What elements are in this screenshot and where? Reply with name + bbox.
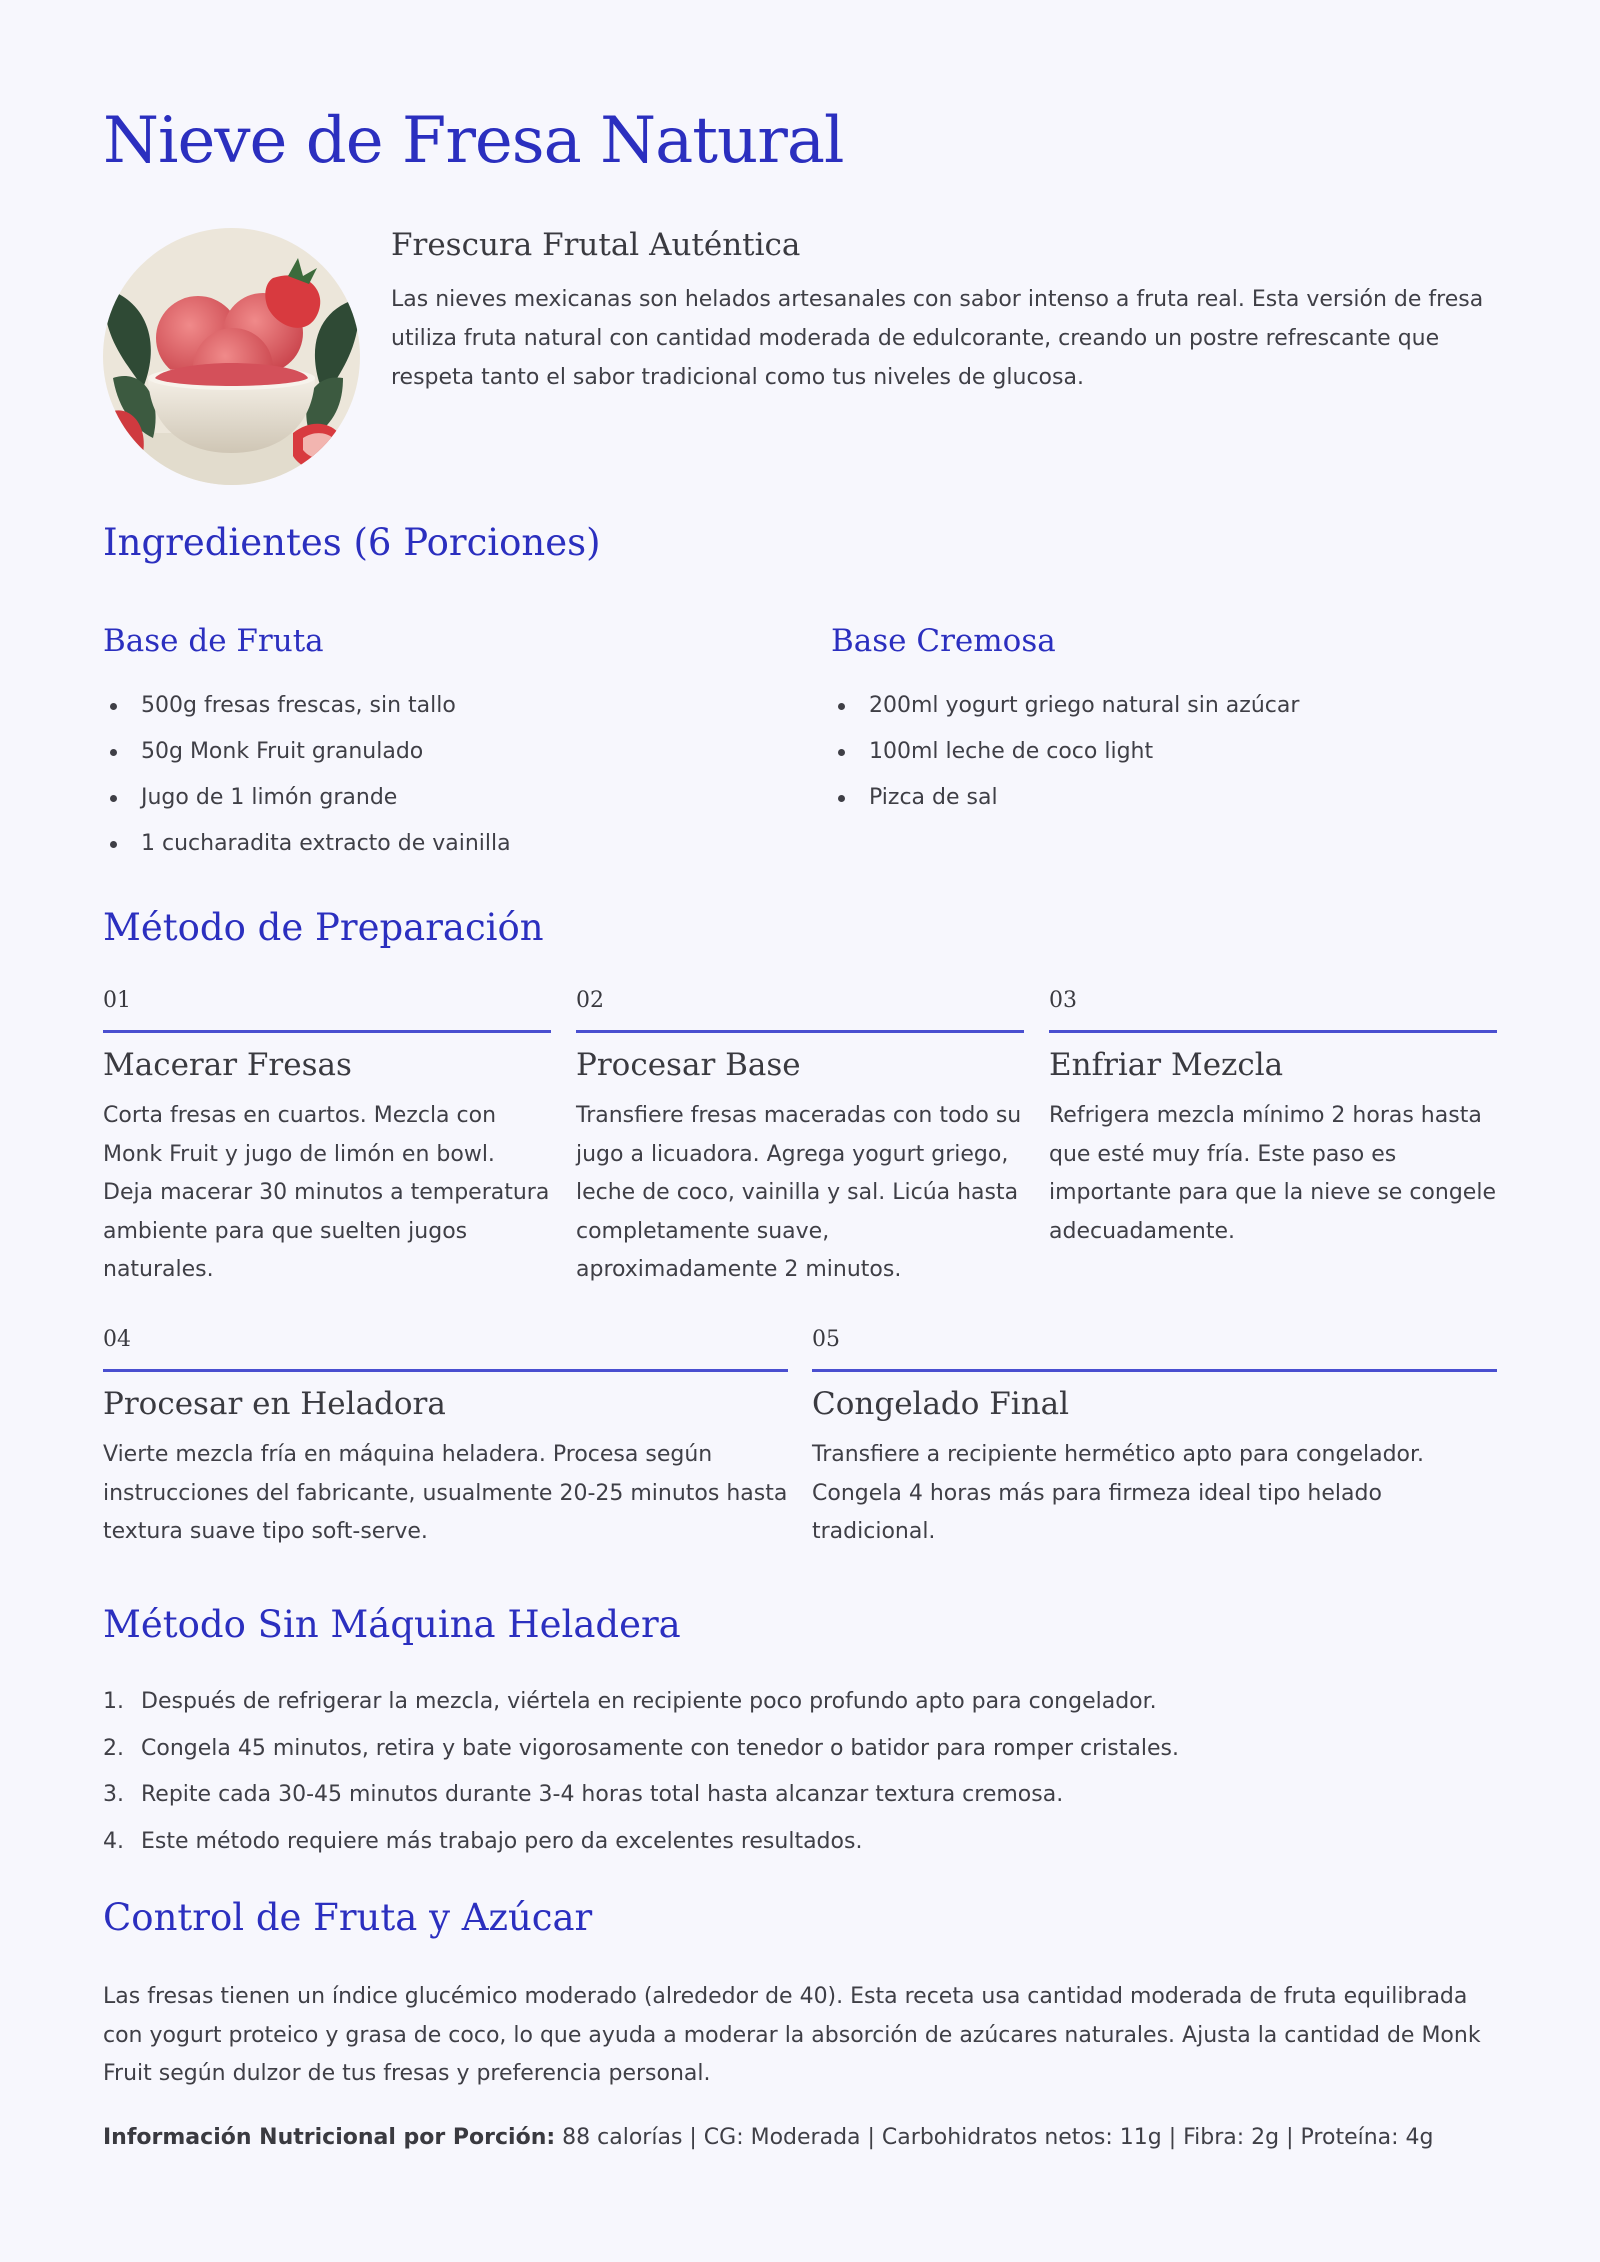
list-item: 200ml yogurt griego natural sin azúcar — [831, 683, 1511, 729]
list-text: Este método requiere más trabajo pero da excelentes resultados. — [141, 1828, 863, 1854]
step-divider — [1049, 1030, 1497, 1033]
step-card — [103, 1325, 788, 1552]
step-text: Refrigera mezcla mínimo 2 horas hasta que esté muy fría. Este paso es importante para que la nieve se congele adecuadamente. — [1049, 1103, 1496, 1244]
step-number: 04 — [103, 1327, 131, 1352]
step-divider — [103, 1369, 788, 1372]
list-item — [103, 1679, 1503, 1726]
list-text: Repite cada 30-45 minutos durante 3-4 horas total hasta alcanzar textura cremosa. — [141, 1782, 1064, 1807]
list-item: 50g Monk Fruit granulado — [103, 729, 803, 775]
intro-text: Las nieves mexicanas son helados artesanales con sabor intenso a fruta real. Esta versión de fresa utiliza fruta natural con cantidad moderada de edulcorante, creando un postre refrescante que respeta tanto el sabor tradicional como tus niveles de glucosa. — [391, 287, 1484, 390]
step-title: Macerar Fresas — [103, 1047, 352, 1083]
step-text: Corta fresas en cuartos. Mezcla con Monk Fruit y jugo de limón en bowl. Deja macerar 30 minutos a temperatura ambiente para que suelten jugos naturales. — [103, 1103, 550, 1282]
step-card — [812, 1325, 1497, 1552]
step-number: 02 — [576, 988, 604, 1013]
control-heading: Control de Fruta y Azúcar — [103, 1896, 593, 1939]
step-title: Enfriar Mezcla — [1049, 1047, 1284, 1083]
step-title: Procesar Base — [576, 1047, 801, 1083]
step-number: 01 — [103, 988, 131, 1013]
method-heading: Método de Preparación — [103, 906, 544, 949]
no-machine-list — [103, 1679, 1503, 1865]
control-text: Las fresas tienen un índice glucémico moderado (alrededor de 40). Esta receta usa cantidad moderada de fruta equilibrada con yogurt proteico y grasa de coco, lo que ayuda a moderar la absorción de azúcares naturales. Ajusta la cantidad de Monk Fruit según dulzor de tus fresas y preferencia personal. — [103, 1984, 1481, 2086]
nutrition-info — [103, 2118, 1503, 2158]
list-item — [103, 1726, 1503, 1773]
step-title: Procesar en Heladora — [103, 1386, 446, 1422]
list-number: 1. — [103, 1689, 124, 1714]
strawberry-ice-cream-bowl-illustration — [103, 228, 360, 485]
step-divider — [103, 1030, 551, 1033]
list-item: 1 cucharadita extracto de vainilla — [103, 821, 803, 867]
list-item: 100ml leche de coco light — [831, 729, 1511, 775]
cream-base-heading: Base Cremosa — [831, 623, 1056, 659]
page-title: Nieve de Fresa Natural — [103, 104, 844, 178]
step-card — [1049, 986, 1497, 1251]
step-text: Transfiere a recipiente hermético apto para congelador. Congela 4 horas más para firmeza ideal tipo helado tradicional. — [812, 1442, 1425, 1544]
step-divider — [812, 1369, 1497, 1372]
step-title: Congelado Final — [812, 1386, 1070, 1422]
step-card — [576, 986, 1024, 1290]
fruit-base-heading: Base de Fruta — [103, 623, 324, 659]
step-number: 03 — [1049, 988, 1077, 1013]
intro-subtitle: Frescura Frutal Auténtica — [391, 227, 801, 263]
step-number: 05 — [812, 1327, 840, 1352]
list-item: Jugo de 1 limón grande — [103, 775, 803, 821]
step-divider — [576, 1030, 1024, 1033]
list-text: Después de refrigerar la mezcla, viértela en recipiente poco profundo apto para congelador. — [141, 1689, 1157, 1714]
list-number: 3. — [103, 1782, 124, 1807]
list-item — [103, 1772, 1503, 1819]
list-item — [103, 1819, 1503, 1866]
nutrition-value: 88 calorías | CG: Moderada | Carbohidratos netos: 11g | Fibra: 2g | Proteína: 4g — [555, 2125, 1434, 2150]
list-number: 2. — [103, 1735, 124, 1761]
list-item: 500g fresas frescas, sin tallo — [103, 683, 803, 729]
no-machine-heading: Método Sin Máquina Heladera — [103, 1603, 681, 1646]
list-item: Pizca de sal — [831, 775, 1511, 821]
ingredients-heading: Ingredientes (6 Porciones) — [103, 521, 601, 564]
list-number: 4. — [103, 1828, 124, 1854]
cream-base-list — [831, 683, 1511, 821]
step-card — [103, 986, 551, 1290]
fruit-base-list — [103, 683, 803, 867]
nutrition-label: Información Nutricional por Porción: — [103, 2125, 556, 2150]
list-text: Congela 45 minutos, retira y bate vigorosamente con tenedor o batidor para romper cristales. — [141, 1735, 1179, 1761]
step-text: Vierte mezcla fría en máquina heladera. Procesa según instrucciones del fabricante, usualmente 20-25 minutos hasta textura suave tipo soft-serve. — [103, 1442, 788, 1544]
step-text: Transfiere fresas maceradas con todo su jugo a licuadora. Agrega yogurt griego, leche de coco, vainilla y sal. Licúa hasta completamente suave, aproximadamente 2 minutos. — [576, 1103, 1022, 1282]
